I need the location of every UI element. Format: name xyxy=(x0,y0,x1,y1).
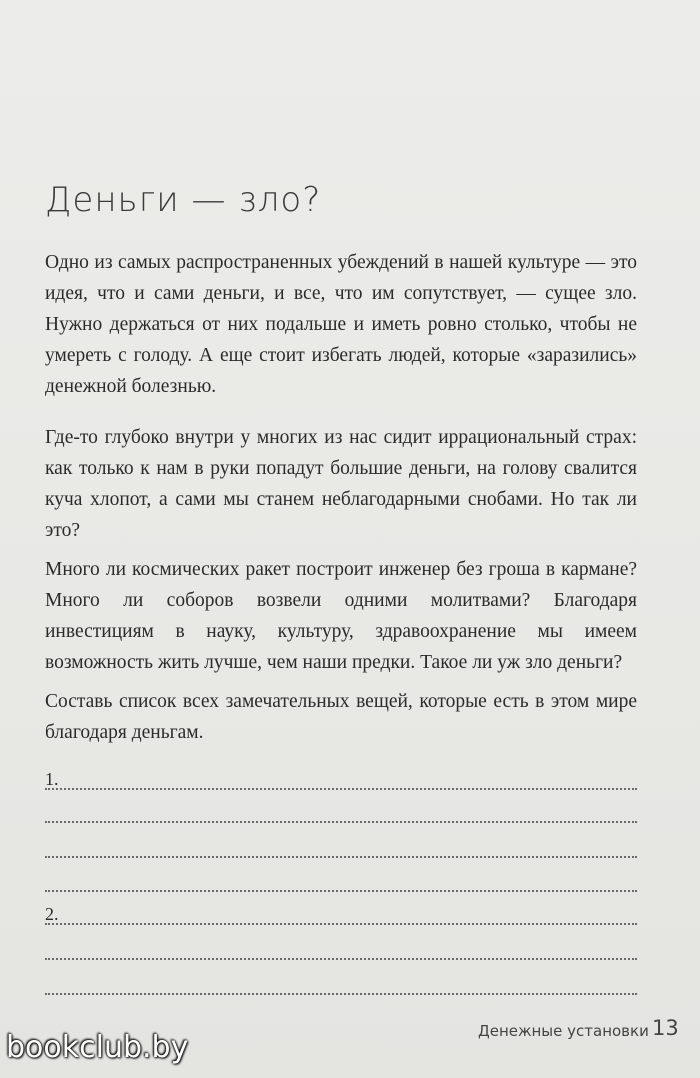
watermark-logo: bookclub.by xyxy=(6,1030,189,1065)
paragraph-3-text: Много ли космических ракет построит инженер без гроша в кармане? Много ли соборов возвели одними молитвами? Благодаря инвестициям в науку, культуру, здравоохранение мы имеем возможность жить лучше, чем наши предки. Такое ли уж зло деньги? xyxy=(45,559,637,673)
list-line-6[interactable] xyxy=(45,940,637,960)
page-number: 13 xyxy=(652,1016,679,1040)
list-line-5[interactable]: 2. xyxy=(45,905,637,925)
paragraph-1-text: Одно из самых распространенных убеждений в нашей культуре — это идея, что и сами деньги, и все, что им сопутствует, — сущее зло. Нужно держаться от них подальше и иметь ровно столько, чтобы не умереть с голоду. А еще стоит избегать людей, которые «заразились» денежной болезнью. xyxy=(45,252,637,397)
paragraph-2-text: Где-то глубоко внутри у многих из нас сидит иррациональный страх: как только к нам в руки попадут большие деньги, на голову свалится куча хлопот, а сами мы станем неблагодарными снобами. Но так ли это? xyxy=(45,427,637,541)
paragraph-4 xyxy=(45,686,637,748)
paragraph-4-text: Составь список всех замечательных вещей, которые есть в этом мире благодаря деньгам. xyxy=(45,691,637,743)
list-line-3[interactable] xyxy=(45,838,637,858)
list-line-2[interactable] xyxy=(45,803,637,823)
paragraph-2 xyxy=(45,422,637,546)
list-line-4[interactable] xyxy=(45,872,637,892)
paragraph-3 xyxy=(45,554,637,678)
paragraph-1 xyxy=(45,247,637,402)
list-line-1[interactable]: 1. xyxy=(45,770,637,790)
list-line-7[interactable] xyxy=(45,975,637,995)
running-footer: Денежные установки xyxy=(478,1022,649,1040)
page-title: Деньги — зло? xyxy=(45,180,322,220)
